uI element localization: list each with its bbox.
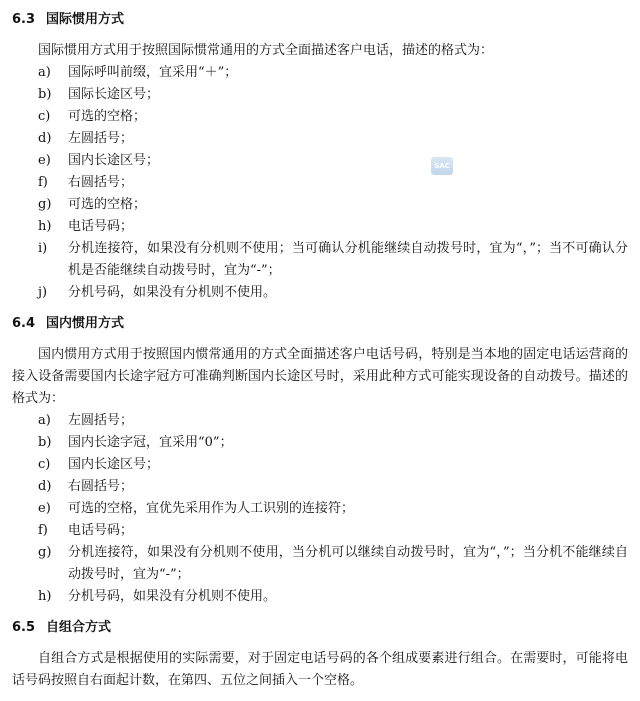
list-item-text: 可选的空格； (68, 109, 147, 124)
list-item-text: 可选的空格，宜优先采用作为人工识别的连接符； (68, 501, 355, 516)
list-item (38, 128, 628, 150)
list-item (38, 432, 628, 454)
list-item (38, 62, 628, 84)
list-item-label: i) (38, 241, 48, 256)
list-item-text: 分机连接符，如果没有分机则不使用，当分机可以继续自动拨号时，宜为“，”；当分机不能继续自动拨号时，宜为“-”； (68, 545, 628, 582)
list-item-label: c) (38, 109, 51, 124)
list-item-text: 国内长途字冠，宜采用“0”； (68, 435, 233, 450)
list-item-text: 国内长途区号； (68, 457, 160, 472)
list-item (38, 106, 628, 128)
list-item (38, 194, 628, 216)
list-item-label: a) (38, 413, 51, 428)
section-number: 6.5 (12, 620, 36, 635)
section-title: 自组合方式 (46, 620, 112, 635)
list-item-text: 国内长途区号； (68, 153, 160, 168)
list-item-label: b) (38, 435, 52, 450)
list-item-label: f) (38, 175, 48, 190)
list-item (38, 282, 628, 304)
list-item-label: f) (38, 523, 48, 538)
list-item-label: d) (38, 479, 52, 494)
list-item-label: e) (38, 153, 51, 168)
section-heading-6-3 (12, 12, 124, 28)
watermark-logo-icon: SAC (431, 157, 453, 175)
list-item-label: d) (38, 131, 52, 146)
list-item-text: 分机连接符，如果没有分机则不使用；当可确认分机能继续自动拨号时，宜为“，”；当不可确认分机是否能继续自动拨号时，宜为“-”； (68, 241, 628, 278)
section-heading-6-5 (12, 620, 111, 636)
section-number: 6.3 (12, 12, 36, 27)
section-title: 国内惯用方式 (46, 316, 125, 331)
list-item-label: a) (38, 65, 51, 80)
list-item-text: 国际长途区号； (68, 87, 160, 102)
list-item (38, 150, 628, 172)
list-item (38, 586, 628, 608)
list-item-label: g) (38, 545, 52, 560)
list-item (38, 454, 628, 476)
list-item (38, 542, 628, 586)
list-item-label: b) (38, 87, 52, 102)
list-item-text: 右圆括号； (68, 479, 134, 494)
list-item-text: 电话号码； (68, 523, 134, 538)
list-item-text: 右圆括号； (68, 175, 134, 190)
list-item-text: 左圆括号； (68, 413, 134, 428)
section-intro-6-5: 自组合方式是根据使用的实际需要，对于固定电话号码的各个组成要素进行组合。在需要时，可能将电话号码按照自右面起计数，在第四、五位之间插入一个空格。 (12, 651, 628, 688)
list-item (38, 476, 628, 498)
list-item-text: 可选的空格； (68, 197, 147, 212)
list-item-text: 分机号码，如果没有分机则不使用。 (68, 589, 277, 604)
list-item-text: 电话号码； (68, 219, 134, 234)
section-title: 国际惯用方式 (46, 12, 125, 27)
section-number: 6.4 (12, 316, 36, 331)
list-item (38, 238, 628, 282)
section-intro-6-3: 国际惯用方式用于按照国际惯常通用的方式全面描述客户电话，描述的格式为： (38, 43, 494, 58)
list-item (38, 172, 628, 194)
list-item (38, 520, 628, 542)
list-item-text: 左圆括号； (68, 131, 134, 146)
list-item (38, 84, 628, 106)
section-heading-6-4 (12, 316, 124, 332)
list-item-text: 分机号码，如果没有分机则不使用。 (68, 285, 277, 300)
list-item-label: j) (38, 285, 48, 300)
list-item-text: 国际呼叫前缀，宜采用“＋”； (68, 65, 238, 80)
list-item-label: g) (38, 197, 52, 212)
list-item (38, 498, 628, 520)
list-item (38, 410, 628, 432)
list-item-label: h) (38, 219, 52, 234)
section-intro-6-4: 国内惯用方式用于按照国内惯常通用的方式全面描述客户电话号码，特别是当本地的固定电话运营商的接入设备需要国内长途字冠方可准确判断国内长途区号时，采用此种方式可能实现设备的自动拨号。描述的格式为： (12, 347, 628, 406)
list-item-label: h) (38, 589, 52, 604)
list-item-label: c) (38, 457, 51, 472)
list-item-label: e) (38, 501, 51, 516)
list-item (38, 216, 628, 238)
